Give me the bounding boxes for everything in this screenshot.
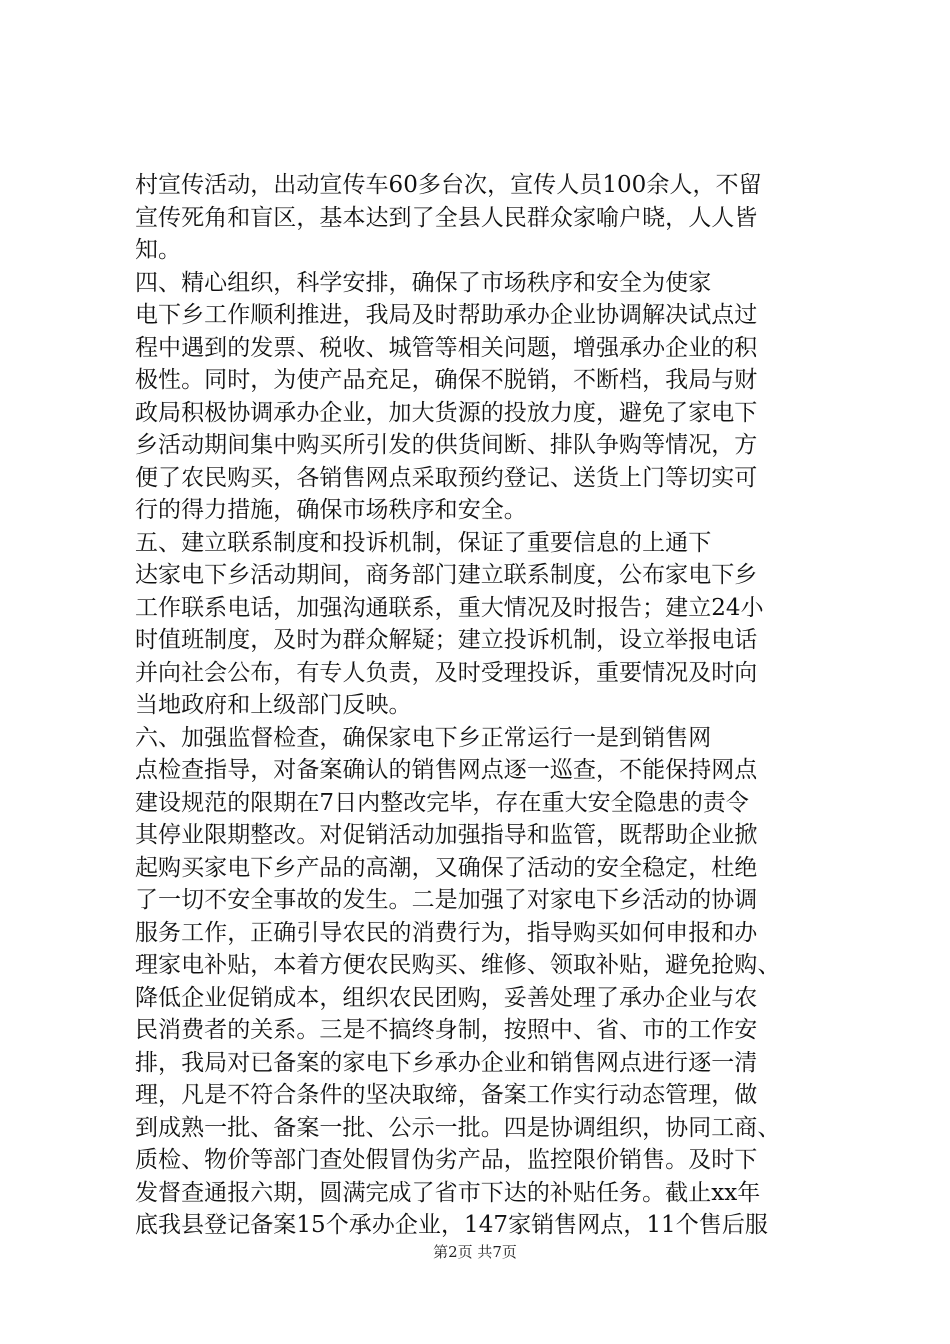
page-footer [0,1242,950,1262]
body-text [135,169,835,1242]
text-line: 点检查指导，对备案确认的销售网点逐一巡查，不能保持网点 [135,757,758,783]
text-line: 便了农民购买，各销售网点采取预约登记、送货上门等切实可 [135,464,758,491]
page-number-label: 第2页 共7页 [433,1243,517,1261]
text-line: 时值班制度，及时为群众解疑；建立投诉机制，设立举报电话 [135,627,758,653]
text-line: 乡活动期间集中购买所引发的供货间断、排队争购等情况，方 [135,432,758,458]
text-line: 五、建立联系制度和投诉机制，保证了重要信息的上通下 [135,529,712,556]
text-line: 达家电下乡活动期间，商务部门建立联系制度，公布家电下乡 [135,562,758,588]
text-line: 质检、物价等部门查处假冒伪劣产品，监控限价销售。及时下 [135,1147,758,1173]
text-line: 起购买家电下乡产品的高潮，又确保了活动的安全稳定，杜绝 [135,854,758,881]
text-line: 当地政府和上级部门反映。 [135,692,412,718]
text-line: 并向社会公布，有专人负责，及时受理投诉，重要情况及时向 [135,659,758,686]
text-line: 服务工作，正确引导农民的消费行为，指导购买如何申报和办 [135,919,758,946]
text-line: 底我县登记备案15个承办企业，147家销售网点，11个售后服 [135,1212,768,1238]
text-line: 了一切不安全事故的发生。二是加强了对家电下乡活动的协调 [135,887,758,913]
text-line: 六、加强监督检查，确保家电下乡正常运行一是到销售网 [135,724,712,751]
text-line: 电下乡工作顺利推进，我局及时帮助承办企业协调解决试点过 [135,302,758,328]
text-line: 排，我局对已备案的家电下乡承办企业和销售网点进行逐一清 [135,1049,758,1076]
text-line: 民消费者的关系。三是不搞终身制，按照中、省、市的工作安 [135,1017,758,1043]
text-line: 政局积极协调承办企业，加大货源的投放力度，避免了家电下 [135,399,758,426]
text-line: 到成熟一批、备案一批、公示一批。四是协调组织，协同工商、 [135,1114,781,1141]
text-line: 其停业限期整改。对促销活动加强指导和监管，既帮助企业掀 [135,822,758,848]
text-line: 降低企业促销成本，组织农民团购，妥善处理了承办企业与农 [135,984,758,1011]
text-line: 工作联系电话，加强沟通联系，重大情况及时报告；建立24小 [135,594,764,621]
text-line: 理，凡是不符合条件的坚决取缔，备案工作实行动态管理，做 [135,1082,758,1108]
text-line: 极性。同时，为使产品充足，确保不脱销，不断档，我局与财 [135,367,758,393]
text-line: 四、精心组织，科学安排，确保了市场秩序和安全为使家 [135,269,712,296]
text-line: 发督查通报六期，圆满完成了省市下达的补贴任务。截止xx年 [135,1179,761,1206]
text-line: 村宣传活动，出动宣传车60多台次，宣传人员100余人，不留 [135,172,762,198]
text-line: 宣传死角和盲区，基本达到了全县人民群众家喻户晓，人人皆 [135,204,758,231]
text-line: 程中遇到的发票、税收、城管等相关问题，增强承办企业的积 [135,334,758,361]
text-line: 建设规范的限期在7日内整改完毕，存在重大安全隐患的责令 [135,789,749,816]
text-line: 理家电补贴，本着方便农民购买、维修、领取补贴，避免抢购、 [135,952,781,978]
text-line: 行的得力措施，确保市场秩序和安全。 [135,497,527,523]
text-line: 知。 [135,237,182,263]
